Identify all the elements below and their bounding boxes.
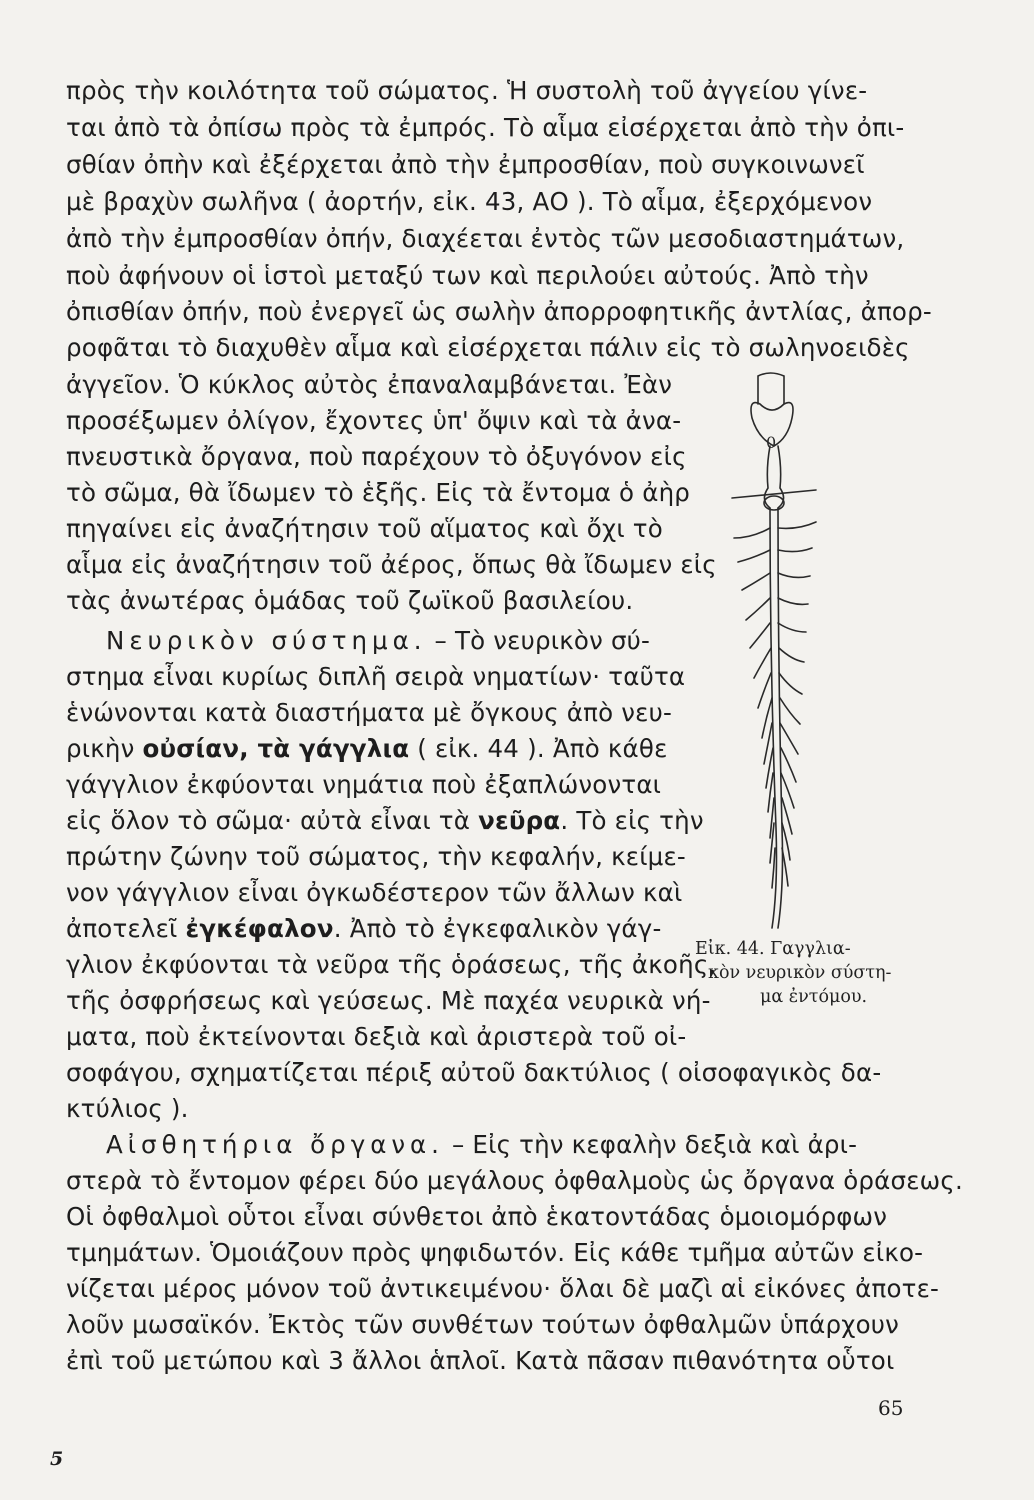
text-fragment: ( εἰκ. 44 ). Ἀπὸ κάθε [409,734,668,763]
figure-caption-line: Εἰκ. 44. Γαγγλια- [695,939,851,959]
figure-caption-line: κὸν νευρικὸν σύστη- [708,963,892,983]
text-line: πηγαίνει εἰς ἀναζήτησιν τοῦ αἵματος καὶ ὄχι τὸ [66,514,663,543]
text-line: γλιον ἐκφύονται τὰ νεῦρα τῆς ὁράσεως, τῆς ἀκοῆς, [66,950,717,979]
text-line: ποὺ ἀφήνουν οἱ ἱστοὶ μεταξύ των καὶ περιλούει αὐτούς. Ἀπὸ τὴν [66,261,869,290]
figure-label: 0 [766,433,777,452]
text-line: πρὸς τὴν κοιλότητα τοῦ σώματος. Ἡ συστολὴ τοῦ ἀγγείου γίνε- [66,76,868,105]
signature-mark: 5 [50,1448,64,1470]
section-heading-line [106,1130,857,1160]
text-line: γάγγλιον ἐκφύονται νημάτια ποὺ ἐξαπλώνονται [66,770,662,799]
bold-term: ἐγκέφαλον [185,914,334,943]
page-number: 65 [878,1396,904,1420]
figure-nervous-system-drawing [712,368,902,948]
text-line: ροφᾶται τὸ διαχυθὲν αἷμα καὶ εἰσέρχεται πάλιν εἰς τὸ σωληνοειδὲς [66,333,910,362]
section-heading: Νευρικὸν σύστημα. [106,626,427,655]
text-line: ἑνώνονται κατὰ διαστήματα μὲ ὄγκους ἀπὸ νευ- [66,698,673,727]
text-line [66,806,704,836]
text-fragment: . Τὸ εἰς τὴν [560,806,704,835]
text-line: σοφάγου, σχηματίζεται πέριξ αὐτοῦ δακτύλιος ( οἰσοφαγικὸς δα- [66,1058,882,1087]
text-fragment: – Τὸ νευρικὸν σύ- [426,626,651,655]
text-line: κτύλιος ). [66,1094,189,1123]
text-line: ἀπὸ τὴν ἐμπροσθίαν ὀπήν, διαχέεται ἐντὸς τῶν μεσοδιαστημάτων, [66,224,905,253]
text-line: τὰς ἀνωτέρας ὁμάδας τοῦ ζωϊκοῦ βασιλείου. [66,586,634,615]
text-line: στερὰ τὸ ἔντομον φέρει δύο μεγάλους ὀφθαλμοὺς ὡς ὄργανα ὁράσεως. [66,1166,963,1195]
text-line: λοῦν μωσαϊκόν. Ἐκτὸς τῶν συνθέτων τούτων ὀφθαλμῶν ὑπάρχουν [66,1310,900,1339]
text-line: πνευστικὰ ὄργανα, ποὺ παρέχουν τὸ ὀξυγόνον εἰς [66,442,687,471]
text-line: πρώτην ζώνην τοῦ σώματος, τὴν κεφαλήν, κείμε- [66,842,686,871]
text-line: νίζεται μέρος μόνον τοῦ ἀντικειμένου· ὅλαι δὲ μαζὶ αἱ εἰκόνες ἀποτε- [66,1274,940,1303]
text-line: ματα, ποὺ ἐκτείνονται δεξιὰ καὶ ἀριστερὰ τοῦ οἰ- [66,1022,687,1051]
text-fragment: ἀποτελεῖ [66,914,186,943]
text-line: νον γάγγλιον εἶναι ὀγκωδέστερον τῶν ἄλλων καὶ [66,878,683,907]
text-line: τῆς ὀσφρήσεως καὶ γεύσεως. Μὲ παχέα νευρικὰ νή- [66,986,711,1015]
text-line: ἀγγεῖον. Ὁ κύκλος αὐτὸς ἐπαναλαμβάνεται. Ἐὰν [66,370,673,399]
text-line: ὀπισθίαν ὀπήν, ποὺ ἐνεργεῖ ὡς σωλὴν ἀπορροφητικῆς ἀντλίας, ἀπορ- [66,297,932,326]
figure-caption-line: μα ἐντόμου. [760,987,868,1007]
text-line: Οἱ ὀφθαλμοὶ οὗτοι εἶναι σύνθετοι ἀπὸ ἑκατοντάδας ὁμοιομόρφων [66,1202,888,1231]
bold-term: νεῦρα [478,806,561,835]
text-line: στημα εἶναι κυρίως διπλῆ σειρὰ νηματίων· ταῦτα [66,662,686,691]
text-fragment: ρικὴν [66,734,143,763]
text-line [66,914,662,944]
text-line: τὸ σῶμα, θὰ ἴδωμεν τὸ ἑξῆς. Εἰς τὰ ἔντομα ὁ ἀὴρ [66,478,691,507]
text-line: ἐπὶ τοῦ μετώπου καὶ 3 ἄλλοι ἁπλοῖ. Κατὰ πᾶσαν πιθανότητα οὗτοι [66,1346,895,1375]
text-line: αἷμα εἰς ἀναζήτησιν τοῦ ἀέρος, ὅπως θὰ ἴδωμεν εἰς [66,550,717,579]
section-heading-line [106,626,650,656]
text-line: προσέξωμεν ὀλίγον, ἔχοντες ὑπ' ὄψιν καὶ τὰ ἀνα- [66,406,682,435]
text-fragment: . Ἀπὸ τὸ ἐγκεφαλικὸν γάγ- [333,914,662,943]
bold-term: οὐσίαν, τὰ γάγγλια [142,734,410,763]
text-line: τμημάτων. Ὁμοιάζουν πρὸς ψηφιδωτόν. Εἰς κάθε τμῆμα αὐτῶν εἰκο- [66,1238,924,1267]
text-line: ται ἀπὸ τὰ ὀπίσω πρὸς τὰ ἐμπρός. Τὸ αἷμα εἰσέρχεται ἀπὸ τὴν ὀπι- [66,113,905,142]
text-fragment: εἰς ὅλον τὸ σῶμα· αὐτὰ εἶναι τὰ [66,806,479,835]
section-heading: Αἰσθητήρια ὄργανα. [106,1130,444,1159]
text-line [66,734,668,764]
text-fragment: – Εἰς τὴν κεφαλὴν δεξιὰ καὶ ἀρι- [443,1130,858,1159]
text-line: σθίαν ὀπὴν καὶ ἐξέρχεται ἀπὸ τὴν ἐμπροσθίαν, ποὺ συγκοινωνεῖ [66,150,865,179]
text-line: μὲ βραχὺν σωλῆνα ( ἀορτήν, εἰκ. 43, ΑΟ ). Τὸ αἷμα, ἐξερχόμενον [66,187,873,216]
